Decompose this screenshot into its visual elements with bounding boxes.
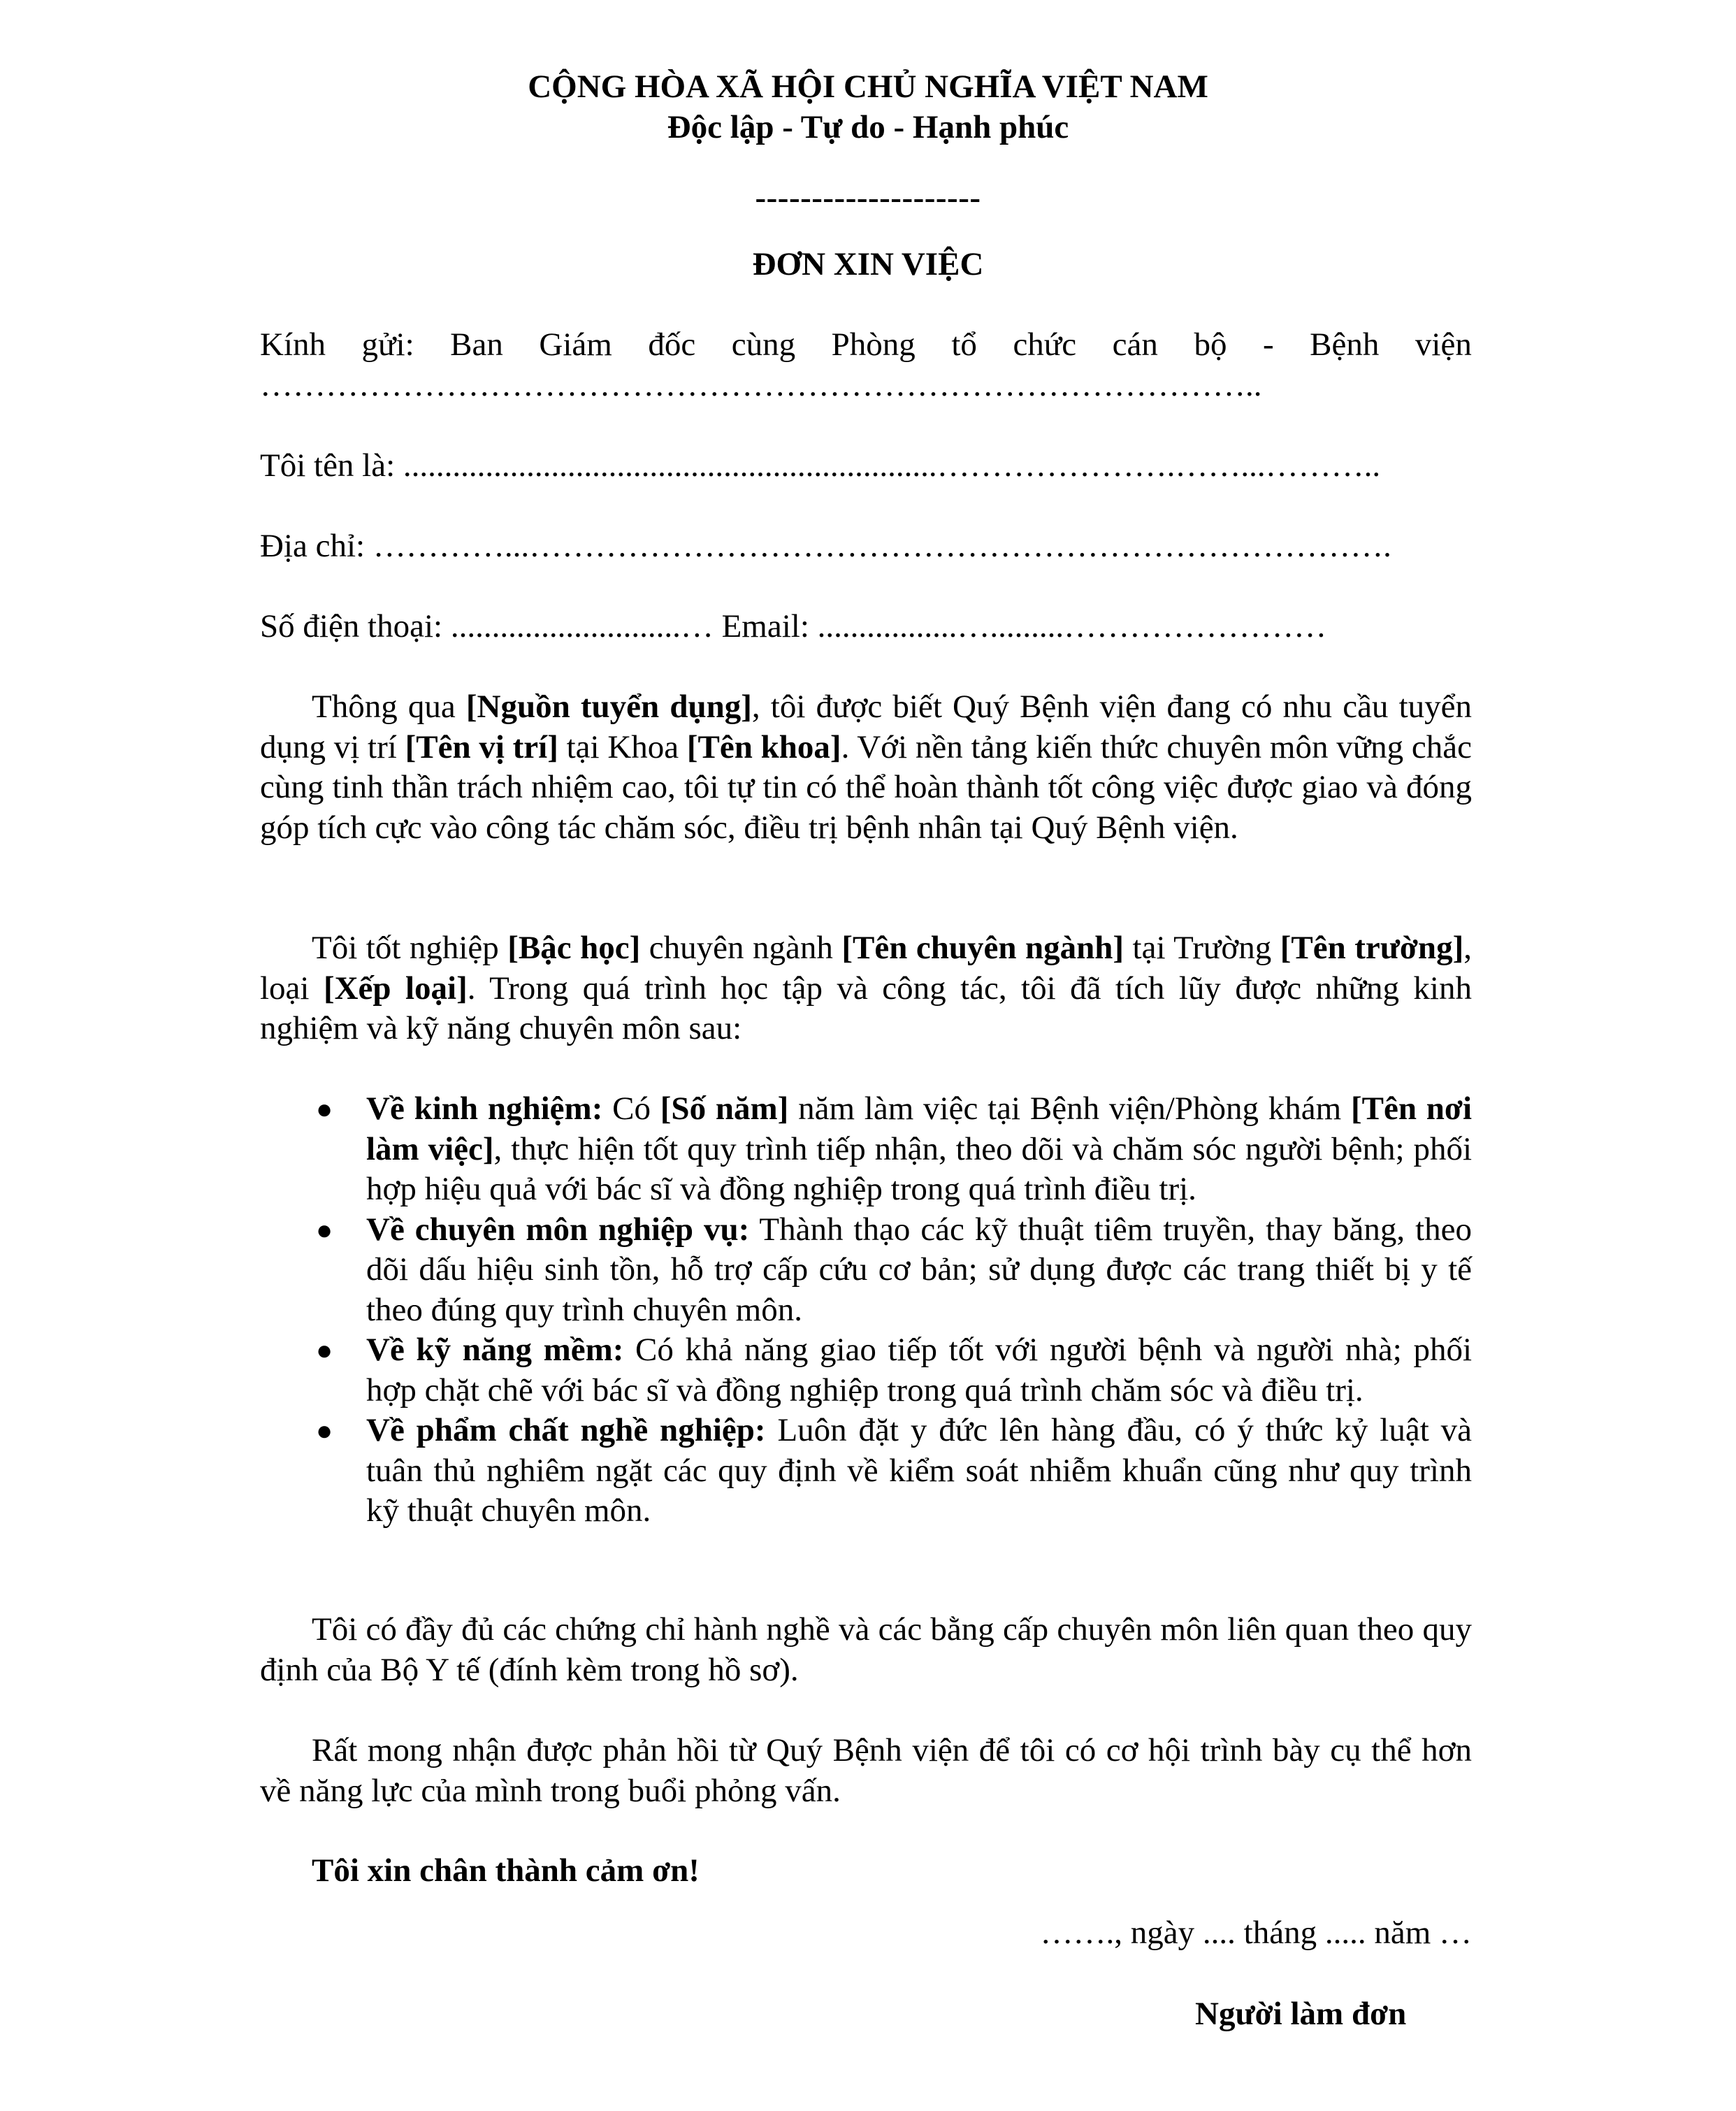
email-fill: .................….........…………………… [817,608,1327,644]
date-line: ……., ngày .... tháng ..... năm … [1040,1915,1472,1951]
recipient-word: cùng [731,326,796,363]
text-run: Thành thạo các kỹ thuật tiêm truyền, thay băng, theo dõi dấu hiệu sinh tồn, hỗ trợ cấp cứu cơ bản; sử dụng được các trang thiết bị y tế theo đúng quy trình chuyên môn. [366,1211,1473,1328]
text-run: tại Trường [1124,930,1280,966]
recipient-fill-line: ……………………………………………………………………………….. [260,366,1262,403]
address-fill: …………...……………………………………………………………………. [372,528,1391,564]
placeholder-school: [Tên trường] [1280,930,1464,966]
text-run: , tôi được biết Quý Bệnh viện đang có nhu cầu tuyển dụng vị trí [260,689,1472,765]
certificates-paragraph: Tôi có đầy đủ các chứng chỉ hành nghề và các bằng cấp chuyên môn liên quan theo quy định của Bộ Y tế (đính kèm trong hồ sơ). [260,1611,1472,1688]
list-item-soft-skills [260,1330,1472,1411]
placeholder-grade: [Xếp loại] [323,970,468,1007]
text-run: Có [602,1090,660,1127]
national-motto: Độc lập - Tự do - Hạnh phúc [667,109,1069,145]
placeholder-position: [Tên vị trí] [405,728,558,765]
phone-fill: ............................… [450,608,722,644]
recipient-word: Ban [450,326,503,363]
header-divider: -------------------- [755,180,981,216]
document-title: ĐƠN XIN VIỆC [752,246,984,282]
text-run: năm làm việc tại Bệnh viện/Phòng khám [788,1090,1351,1127]
text-run: chuyên ngành [640,930,842,966]
recipient-word: chức [1013,326,1077,363]
placeholder-degree: [Bậc học] [507,930,641,966]
signer-label: Người làm đơn [1195,1996,1407,2032]
name-field [260,446,1472,487]
list-item-label: Về kỹ năng mềm: [366,1332,624,1368]
recipient-word: Phòng [831,326,916,363]
recipient-word: - [1262,326,1274,363]
recipient-word: Kính [260,326,326,363]
list-item-ethics [260,1411,1472,1532]
recipient-word: đốc [648,326,696,363]
list-item-expertise [260,1210,1472,1331]
recipient-word: viện [1415,326,1472,363]
placeholder-workplace: [Tên nơi làm việc] [366,1090,1473,1167]
placeholder-years: [Số năm] [660,1090,789,1127]
skills-list [260,1089,1472,1532]
list-item-label: Về phẩm chất nghề nghiệp: [366,1412,766,1448]
closing-paragraph: Rất mong nhận được phản hồi từ Quý Bệnh viện để tôi có cơ hội trình bày cụ thể hơn về năng lực của mình trong buổi phỏng vấn. [260,1732,1472,1809]
text-run: , loại [260,930,1472,1007]
text-run: Luôn đặt y đức lên hàng đầu, có ý thức kỷ luật và tuân thủ nghiêm ngặt các quy định về kiểm soát nhiễm khuẩn cũng như quy trình kỹ thuật chuyên môn. [366,1412,1473,1529]
recipient-word: tổ [951,326,977,363]
recipient-word: bộ [1194,326,1227,363]
text-run: . Trong quá trình học tập và công tác, tôi đã tích lũy được những kinh nghiệm và kỹ năng chuyên môn sau: [260,970,1472,1046]
education-paragraph [260,928,1472,1049]
bullet-icon: ● [316,1093,333,1125]
name-label: Tôi tên là: [260,447,403,484]
text-run: Tôi tốt nghiệp [312,930,508,966]
text-run: , thực hiện tốt quy trình tiếp nhận, theo dõi và chăm sóc người bệnh; phối hợp hiệu quả với bác sĩ và đồng nghiệp trong quá trình điều trị. [366,1130,1472,1207]
recipient-block [260,325,1472,405]
address-field [260,526,1472,567]
recipient-word: gửi: [361,326,414,363]
placeholder-recruitment-source: [Nguồn tuyển dụng] [465,689,752,725]
national-title: CỘNG HÒA XÃ HỘI CHỦ NGHĨA VIỆT NAM [528,69,1208,105]
text-run: . Với nền tảng kiến thức chuyên môn vững chắc cùng tinh thần trách nhiệm cao, tôi tự tin có thể hoàn thành tốt công việc được giao và đóng góp tích cực vào công tác chăm sóc, điều trị bệnh nhân tại Quý Bệnh viện. [260,728,1473,846]
name-fill: .................................................................………………….……...……….. [403,447,1381,484]
recipient-word: cán [1112,326,1158,363]
bullet-icon: ● [316,1213,333,1246]
email-label: Email: [721,608,818,644]
intro-paragraph [260,687,1472,848]
contact-field [260,607,1472,647]
text-run: tại Khoa [558,728,687,765]
address-label: Địa chỉ: [260,528,373,564]
list-item-experience [260,1089,1472,1210]
recipient-word: Bệnh [1310,326,1380,363]
recipient-line [260,325,1472,366]
list-item-label: Về chuyên môn nghiệp vụ: [366,1211,750,1248]
bullet-icon: ● [316,1415,333,1446]
thank-you-line: Tôi xin chân thành cảm ơn! [312,1852,700,1889]
text-run: Có khả năng giao tiếp tốt với người bệnh và người nhà; phối hợp chặt chẽ với bác sĩ và đồng nghiệp trong quá trình chăm sóc và điều trị. [366,1332,1472,1408]
placeholder-department: [Tên khoa] [686,728,841,765]
placeholder-major: [Tên chuyên ngành] [841,930,1124,966]
list-item-label: Về kinh nghiệm: [366,1090,603,1127]
text-run: Thông qua [312,689,466,725]
bullet-icon: ● [316,1334,333,1366]
recipient-word: Giám [539,326,612,363]
phone-label: Số điện thoại: [260,608,451,644]
